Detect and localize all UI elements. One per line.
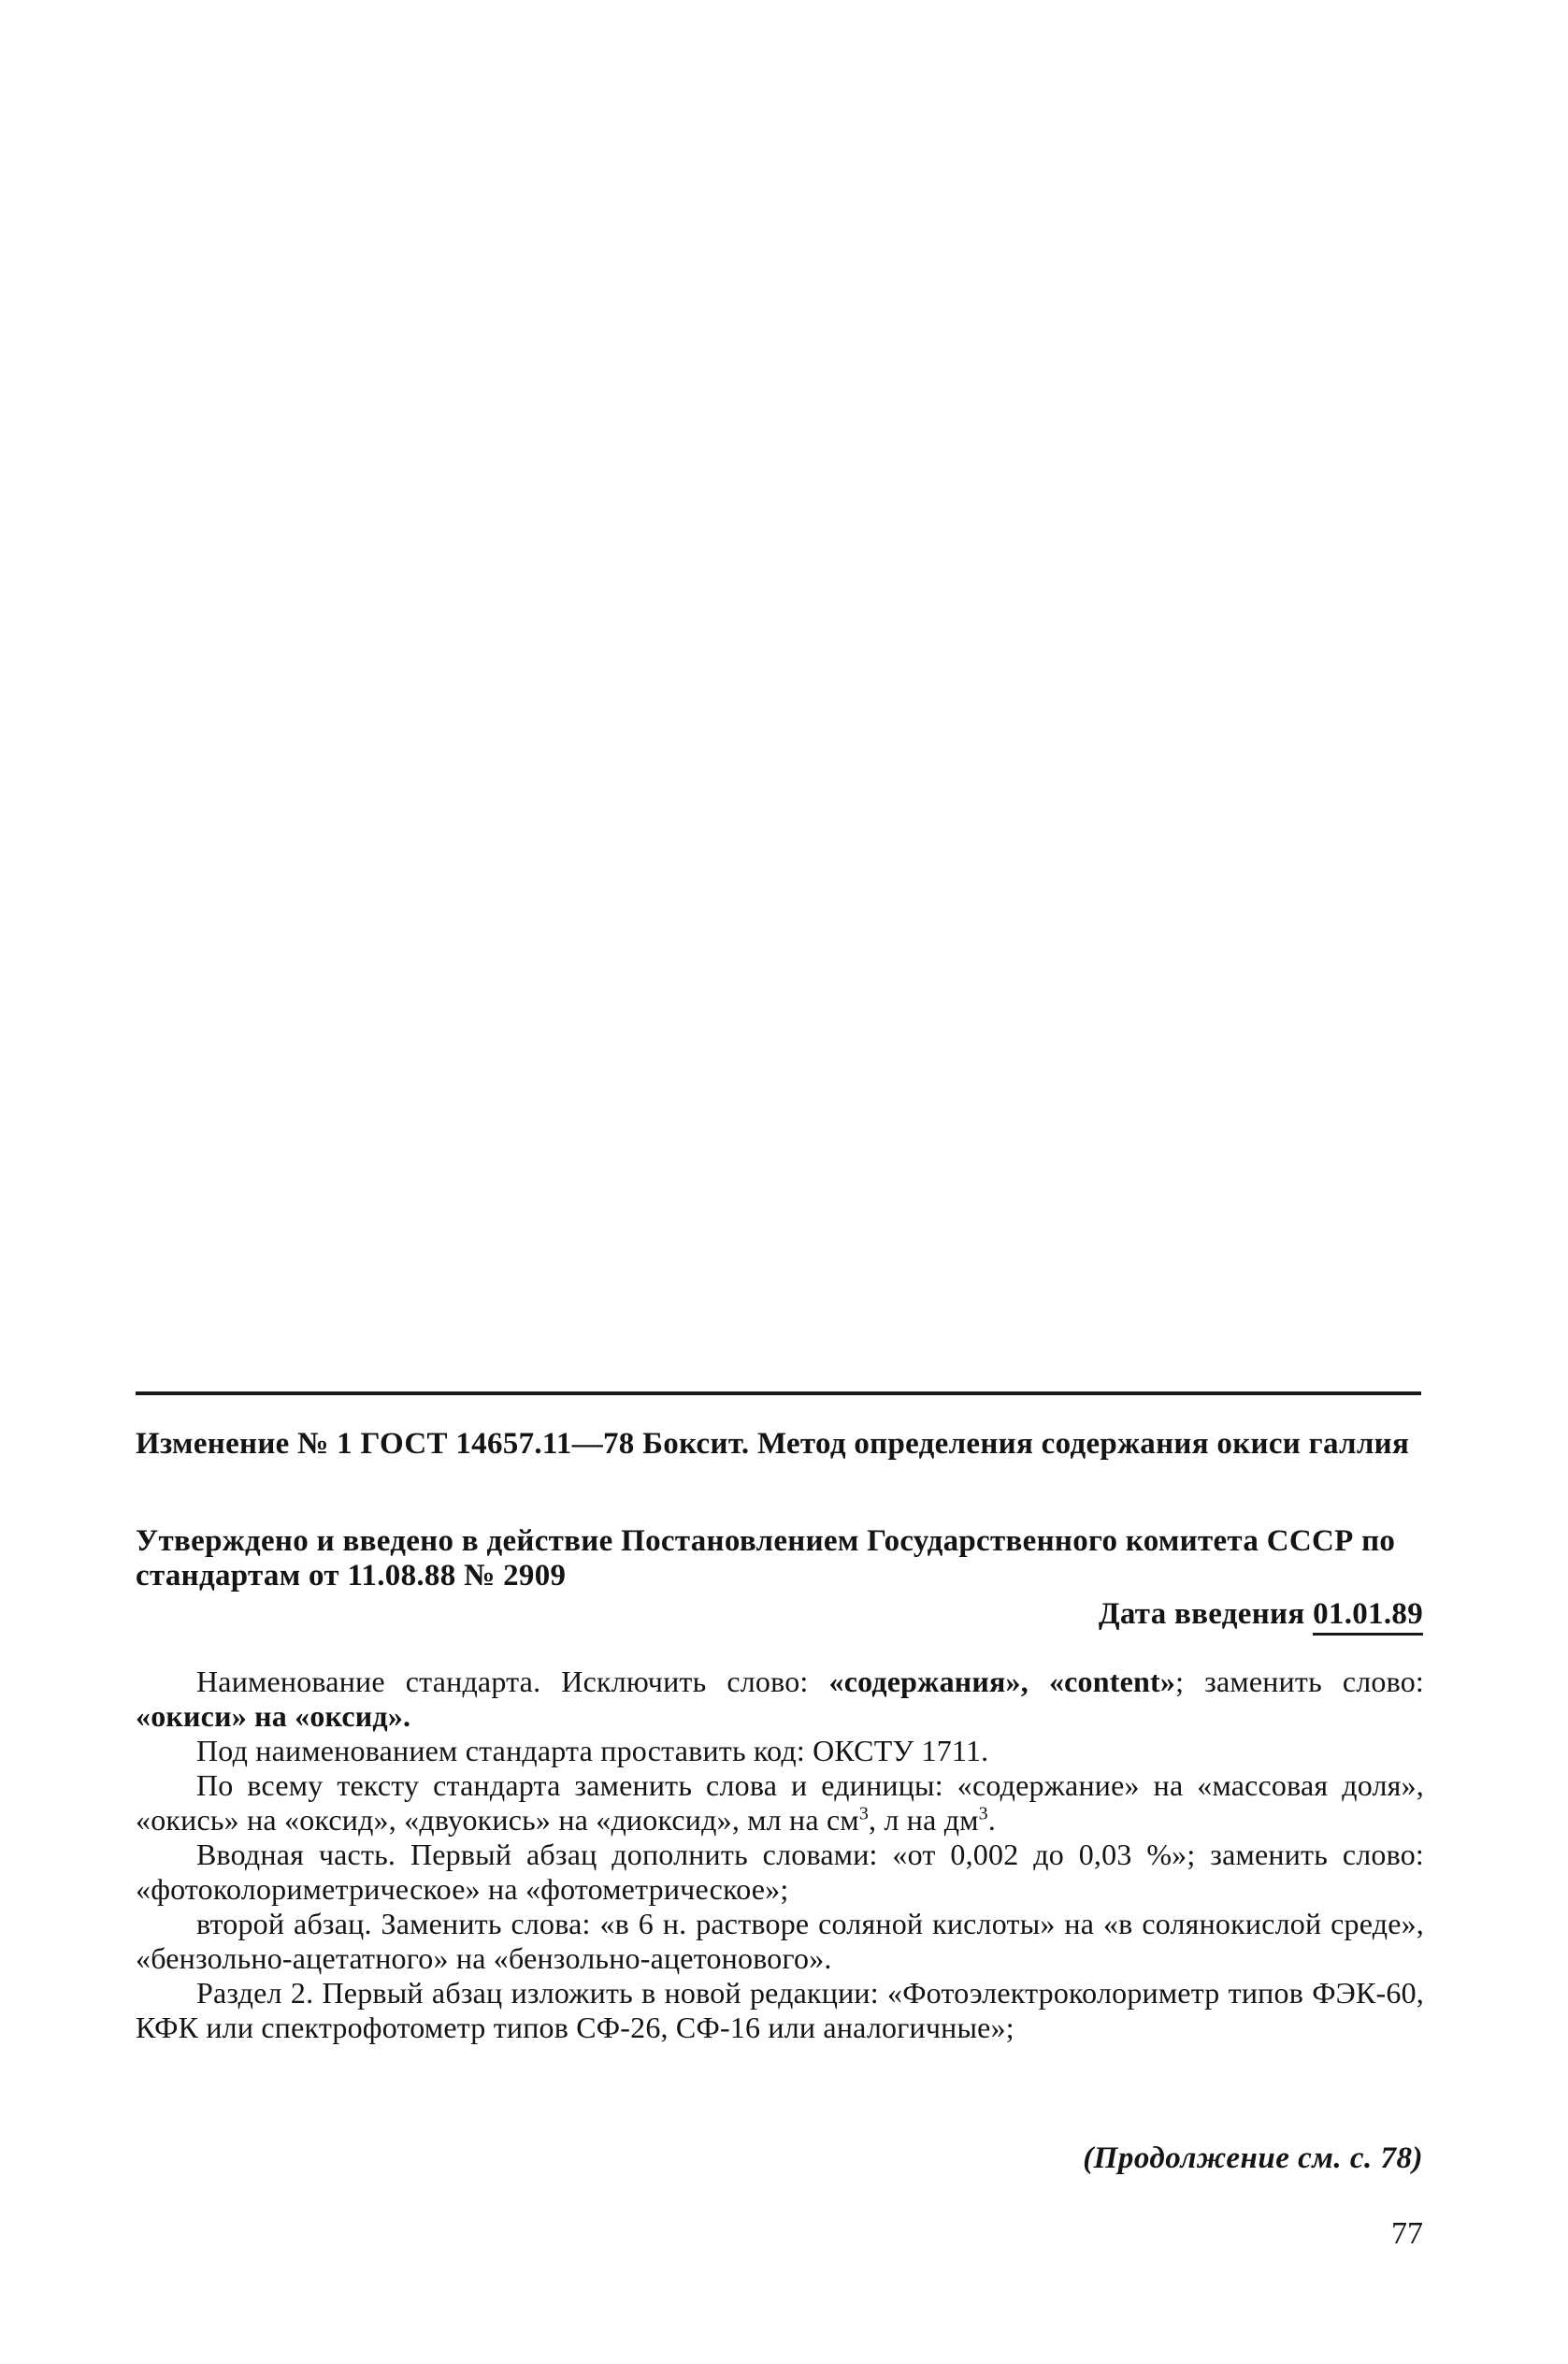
paragraph-intro: Вводная часть. Первый абзац дополнить словами: «от 0,002 до 0,03 %»; заменить слово: «фотоколориметрическое» на «фотометрическое»; <box>136 1838 1424 1906</box>
paragraph-section-2: Раздел 2. Первый абзац изложить в новой редакции: «Фотоэлектроколориметр типов ФЭК-60, КФК или спектрофотометр типов СФ-26, СФ-16 или аналогичные»; <box>136 1976 1424 2044</box>
p3-text-b: , л на дм <box>869 1803 979 1837</box>
effective-date-value: 01.01.89 <box>1313 1597 1423 1636</box>
paragraph-units <box>136 1768 1424 1838</box>
p3-text-a: По всему тексту стандарта заменить слова и единицы: «содержание» на «массовая доля», «окись» на «оксид», «двуокись» на «диоксид», мл на см <box>136 1768 1424 1837</box>
continuation-note: (Продолжение см. с. 78) <box>1083 2141 1423 2175</box>
amendment-body <box>136 1665 1424 2045</box>
approval-statement: Утверждено и введено в действие Постановлением Государственного комитета СССР по стандартам от 11.08.88 № 2909 <box>136 1524 1396 1593</box>
paragraph-second: второй абзац. Заменить слова: «в 6 н. растворе соляной кислоты» на «в солянокислой среде», «бензольно-ацетатного» на «бензольно-ацетонового». <box>136 1907 1424 1975</box>
effective-date-line <box>1099 1597 1423 1632</box>
horizontal-rule <box>136 1391 1421 1395</box>
paragraph-code: Под наименованием стандарта проставить код: ОКСТУ 1711. <box>196 1734 989 1767</box>
paragraph-standard-name <box>136 1665 1424 1734</box>
p3-superscript-2: 3 <box>978 1803 988 1824</box>
p3-text-c: . <box>987 1803 997 1837</box>
page-number: 77 <box>1391 2216 1423 2251</box>
p1-text-d: «окиси» на «оксид». <box>136 1699 411 1733</box>
amendment-heading: Изменение № 1 ГОСТ 14657.11—78 Боксит. Метод определения содержания окиси галлия <box>136 1427 1410 1461</box>
p1-text-c: ; заменить слово: <box>1175 1665 1424 1698</box>
p1-text-b: «содержания», «content» <box>828 1665 1176 1698</box>
p1-text-a: Наименование стандарта. Исключить слово: <box>196 1665 829 1698</box>
p3-superscript-1: 3 <box>858 1803 870 1824</box>
effective-date-label: Дата введения <box>1098 1597 1305 1631</box>
